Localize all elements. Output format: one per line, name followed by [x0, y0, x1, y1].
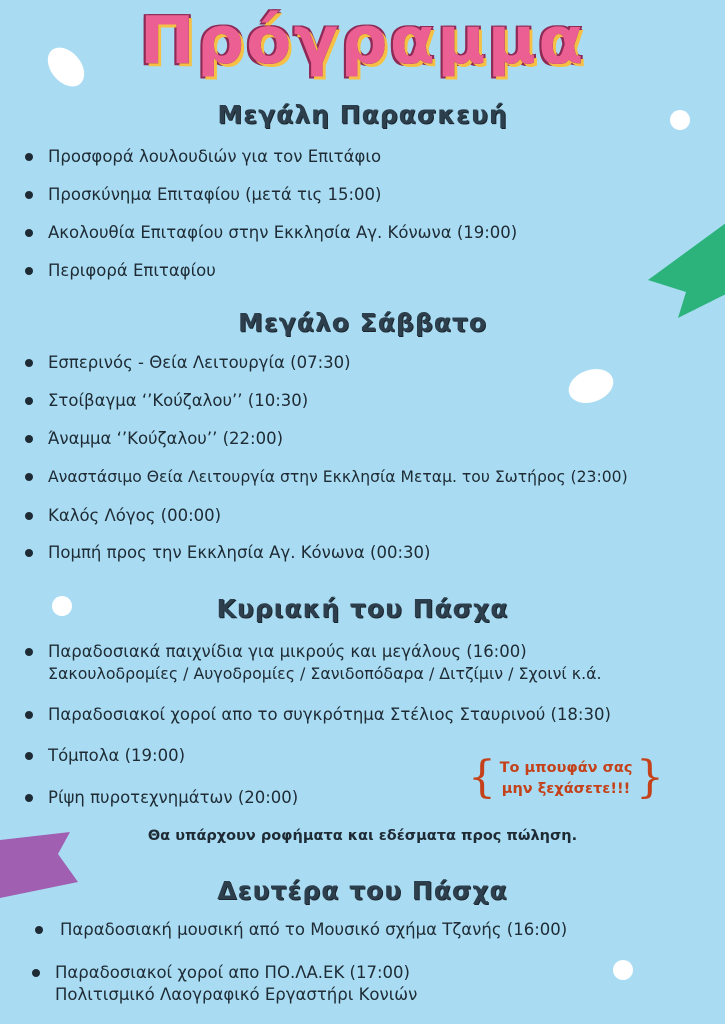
bullet-icon	[25, 191, 33, 199]
left-brace-icon: {	[468, 752, 496, 803]
bullet-icon	[25, 549, 33, 557]
reminder-text: Το μπουφάν σας μην ξεχάσετε!!!	[499, 760, 633, 797]
bullet-icon	[25, 435, 33, 443]
refreshments-note: Θα υπάρχουν ροφήματα και εδέσματα προς πώληση.	[147, 828, 578, 844]
bullet-icon	[25, 153, 33, 161]
bullet-icon	[25, 397, 33, 405]
reminder-callout	[468, 752, 664, 808]
bullet-icon	[25, 711, 33, 719]
list-item: Παραδοσιακοί χοροί απο το συγκρότημα Στέλιος Σταυρινού (18:30)	[48, 704, 611, 726]
section-heading-sunday: Κυριακή του Πάσχα	[216, 594, 509, 623]
white-dot-decoration	[613, 960, 633, 980]
green-ribbon-decoration	[640, 212, 725, 322]
right-brace-icon: }	[636, 752, 664, 803]
list-item: Πομπή προς την Εκκλησία Αγ. Κόνωνα (00:30)	[48, 542, 430, 564]
bullet-icon	[25, 512, 33, 520]
list-item: Προσκύνημα Επιταφίου (μετά τις 15:00)	[48, 184, 381, 206]
list-item: Προσφορά λουλουδιών για τον Επιτάφιο	[48, 146, 381, 168]
page-title: Πρόγραμμα	[139, 2, 586, 79]
list-item: Αναστάσιμο Θεία Λειτουργία στην Εκκλησία Μεταμ. του Σωτήρος (23:00)	[48, 466, 628, 488]
bullet-icon	[25, 752, 33, 760]
bullet-icon	[25, 359, 33, 367]
list-item: Περιφορά Επιταφίου	[48, 260, 216, 282]
section-heading-friday: Μεγάλη Παρασκευή	[217, 100, 508, 129]
list-item: Παραδοσιακή μουσική από το Μουσικό σχήμα Τζανής (16:00)	[60, 919, 567, 941]
white-oval-decoration	[564, 363, 618, 409]
list-item: Εσπερινός - Θεία Λειτουργία (07:30)	[48, 352, 351, 374]
list-item: Ακολουθία Επιταφίου στην Εκκλησία Αγ. Κόνωνα (19:00)	[48, 222, 517, 244]
list-item: Τόμπολα (19:00)	[48, 745, 185, 767]
bullet-icon	[25, 473, 33, 481]
list-item: Άναμμα ‘’Κούζαλου’’ (22:00)	[48, 428, 283, 450]
section-heading-saturday: Μεγάλο Σάββατο	[237, 308, 488, 337]
bullet-icon	[32, 969, 40, 977]
bullet-icon	[25, 229, 33, 237]
bullet-icon	[35, 926, 43, 934]
list-item: Παραδοσιακά παιχνίδια για μικρούς και μεγάλους (16:00) Σακουλοδρομίες / Αυγοδρομίες / Σανιδοπόδαρα / Διτζίμιν / Σχοινί κ.ά.	[48, 641, 602, 685]
bullet-icon	[25, 794, 33, 802]
list-item: Καλός Λόγος (00:00)	[48, 505, 221, 527]
bullet-icon	[25, 267, 33, 275]
list-item: Ρίψη πυροτεχνημάτων (20:00)	[48, 787, 298, 809]
bullet-icon	[25, 648, 33, 656]
list-item: Παραδοσιακοί χοροί απο ΠΟ.ΛΑ.ΕΚ (17:00) Πολιτισμικό Λαογραφικό Εργαστήρι Κονιών	[55, 962, 417, 1006]
list-item: Στοίβαγμα ‘’Κούζαλου’’ (10:30)	[48, 390, 308, 412]
section-heading-monday: Δευτέρα του Πάσχα	[217, 876, 508, 905]
